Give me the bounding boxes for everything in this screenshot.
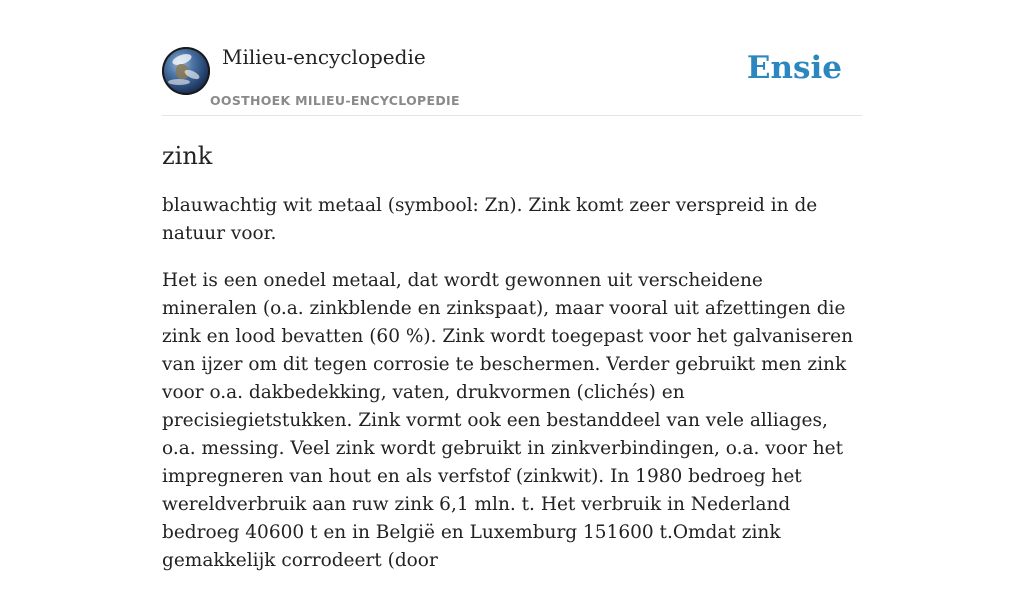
earth-globe-icon[interactable] <box>162 47 210 95</box>
content-column <box>162 0 862 594</box>
entry-paragraph: Het is een onedel metaal, dat wordt gewonnen uit verscheidene mineralen (o.a. zinkblende en zinkspaat), maar vooral uit afzettingen die zink en lood bevatten (60 %). Zink wordt toegepast voor het galvaniseren van ijzer om dit tegen corrosie te beschermen. Verder gebruikt men zink voor o.a. dakbedekking, vaten, drukvormen (clichés) en precisiegietstukken. Zink vormt ook een bestanddeel van vele alliages, o.a. messing. Veel zink wordt gebruikt in zinkverbindingen, o.a. voor het impregneren van hout en als verfstof (zinkwit). In 1980 bedroeg het wereldverbruik aan ruw zink 6,1 mln. t. Het verbruik in Nederland bedroeg 40600 t en in België en Luxemburg 151600 t.Omdat zink gemakkelijk corrodeert (door <box>162 270 854 571</box>
site-title[interactable]: Milieu-encyclopedie <box>222 45 426 69</box>
entry-body <box>162 192 862 575</box>
entry-paragraph: blauwachtig wit metaal (symbool: Zn). Zink komt zeer verspreid in de natuur voor. <box>162 195 818 244</box>
site-header <box>162 0 862 116</box>
logo-cloud <box>168 79 190 85</box>
brand-logo-link[interactable]: Ensie <box>746 50 842 86</box>
site-subtitle: OOSTHOEK MILIEU-ENCYCLOPEDIE <box>210 93 460 108</box>
entry-title: zink <box>162 142 213 170</box>
